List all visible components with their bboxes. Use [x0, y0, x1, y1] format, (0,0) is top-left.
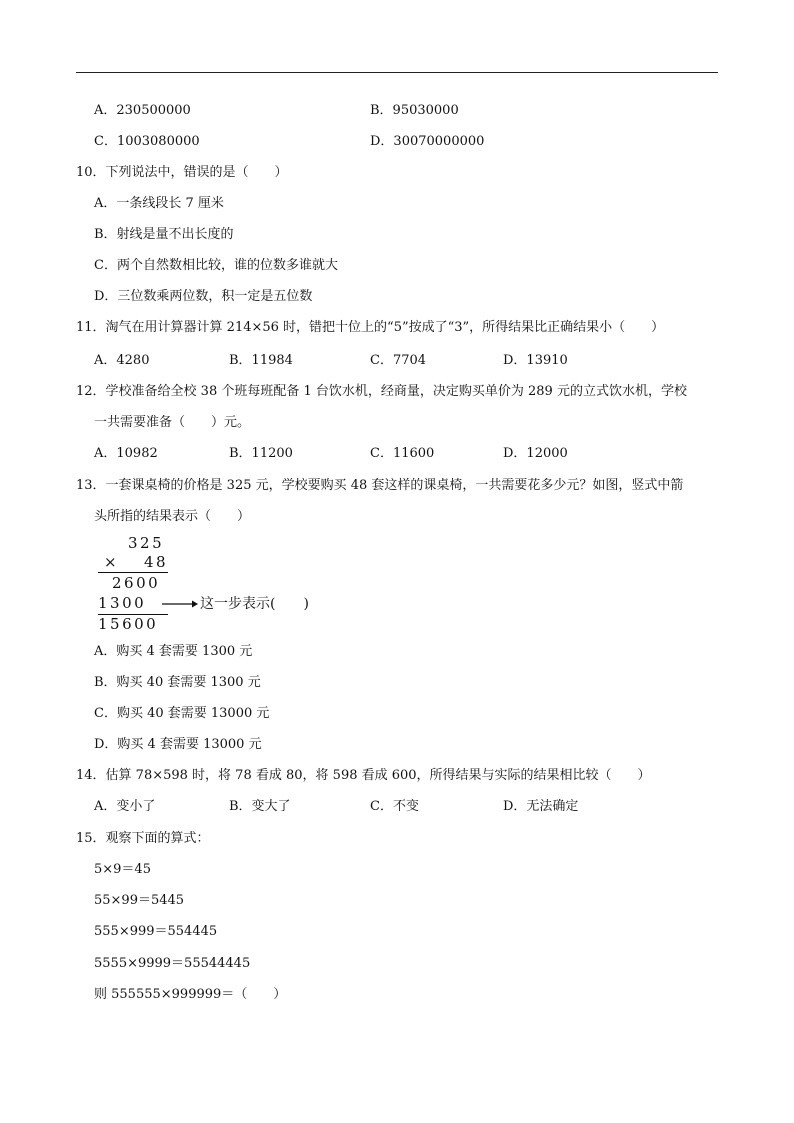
q15-equation-3: 555×999＝554445: [94, 924, 218, 939]
q9-option-c[interactable]: C．1003080000: [94, 134, 200, 149]
q13-stem-line2: 头所指的结果表示（ ）: [94, 509, 251, 524]
calc-partial-product-1: 2600: [112, 574, 161, 592]
calc-multiplier: 48: [144, 553, 169, 571]
calc-rule-1: [98, 572, 168, 573]
q12-option-b[interactable]: B．11200: [229, 446, 293, 461]
calc-product: 15600: [98, 615, 159, 633]
q12-option-c[interactable]: C．11600: [370, 446, 435, 461]
q11-option-d[interactable]: D．13910: [503, 353, 568, 368]
q10-option-a[interactable]: A．一条线段长 7 厘米: [94, 196, 224, 211]
q15-equation-4: 5555×9999＝55544445: [94, 956, 251, 971]
q9-option-b[interactable]: B．95030000: [370, 103, 459, 118]
q11-stem: 11．淘气在用计算器计算 214×56 时，错把十位上的“5”按成了“3”，所得结果比正确结果小（ ）: [76, 320, 665, 335]
calc-multiply-sign: ×: [104, 553, 120, 571]
q9-option-d[interactable]: D．30070000000: [370, 134, 485, 149]
calc-multiplicand: 325: [128, 534, 165, 552]
q13-option-b[interactable]: B．购买 40 套需要 1300 元: [94, 675, 261, 690]
q13-stem-line1: 13．一套课桌椅的价格是 325 元，学校要购买 48 套这样的课桌椅，一共需要花多少元？如图，竖式中箭: [76, 478, 684, 493]
arrow-icon: [162, 598, 198, 610]
q9-option-a[interactable]: A．230500000: [94, 103, 191, 118]
vertical-multiplication: [96, 534, 336, 634]
q15-equation-2: 55×99＝5445: [94, 893, 185, 908]
q11-option-b[interactable]: B．11984: [229, 353, 293, 368]
q10-option-c[interactable]: C．两个自然数相比较，谁的位数多谁就大: [94, 258, 338, 273]
q14-option-c[interactable]: C．不变: [370, 799, 419, 814]
q12-option-a[interactable]: A．10982: [94, 446, 158, 461]
q14-option-b[interactable]: B．变大了: [229, 799, 291, 814]
q14-stem: 14．估算 78×598 时，将 78 看成 80，将 598 看成 600，所得结果与实际的结果相比较（ ）: [76, 768, 651, 783]
header-rule: [76, 72, 718, 73]
q10-option-d[interactable]: D．三位数乘两位数，积一定是五位数: [94, 289, 313, 304]
q10-option-b[interactable]: B．射线是量不出长度的: [94, 227, 234, 242]
q11-option-a[interactable]: A．4280: [94, 353, 150, 368]
q14-option-d[interactable]: D．无法确定: [503, 799, 579, 814]
q13-option-c[interactable]: C．购买 40 套需要 13000 元: [94, 706, 270, 721]
q15-question: 则 555555×999999＝（ ）: [94, 987, 287, 1002]
arrow-note: 这一步表示( ): [200, 596, 309, 612]
q10-stem: 10．下列说法中，错误的是（ ）: [76, 165, 288, 180]
calc-partial-product-2: 1300: [98, 594, 147, 612]
q11-option-c[interactable]: C．7704: [370, 353, 427, 368]
q12-stem-line2: 一共需要准备（ ）元。: [94, 415, 251, 430]
q15-stem: 15．观察下面的算式：: [76, 831, 210, 846]
q15-equation-1: 5×9＝45: [94, 862, 151, 877]
q13-option-d[interactable]: D．购买 4 套需要 13000 元: [94, 737, 262, 752]
q13-option-a[interactable]: A．购买 4 套需要 1300 元: [94, 644, 253, 659]
q12-stem-line1: 12．学校准备给全校 38 个班每班配备 1 台饮水机，经商量，决定购买单价为 289 元的立式饮水机，学校: [76, 384, 687, 399]
q12-option-d[interactable]: D．12000: [503, 446, 568, 461]
q14-option-a[interactable]: A．变小了: [94, 799, 156, 814]
